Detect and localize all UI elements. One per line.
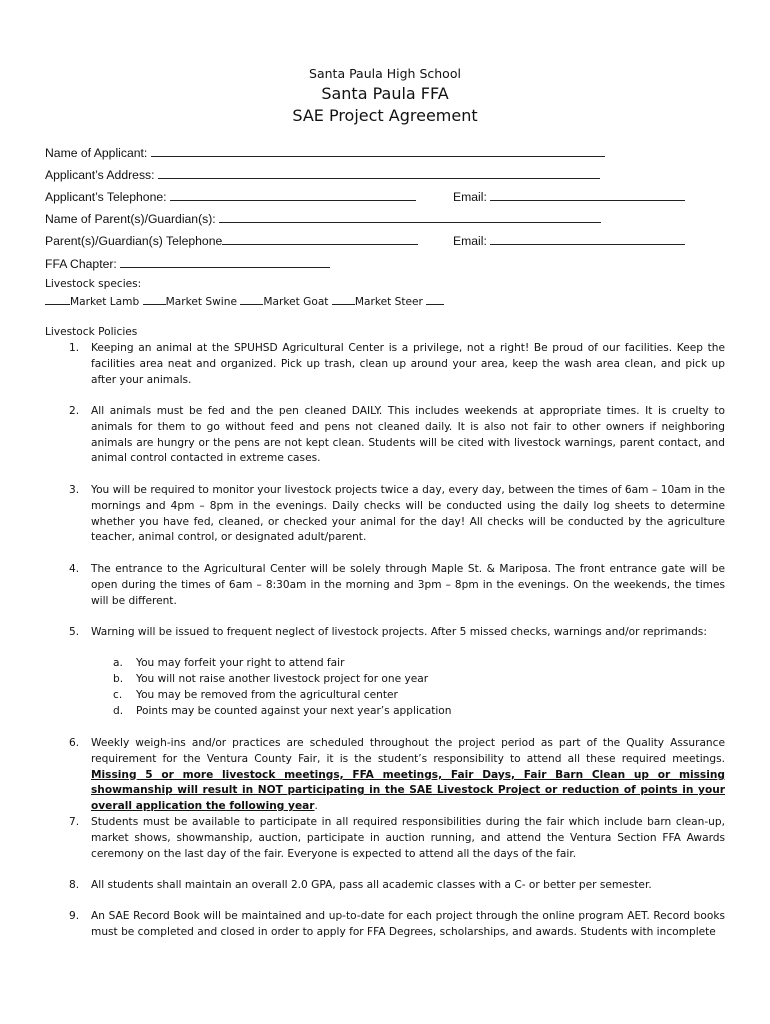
org-name: Santa Paula FFA — [321, 84, 449, 103]
email-label-1: Email: — [453, 190, 487, 204]
species-blank[interactable] — [332, 294, 355, 305]
sub-item — [113, 705, 452, 717]
policy-item — [45, 625, 725, 641]
policy-number: 9. — [69, 910, 80, 922]
parent-phone-label: Parent(s)/Guardian(s) Telephone — [45, 234, 223, 248]
applicant-address-label: Applicant’s Address: — [45, 168, 155, 182]
applicant-address-line[interactable] — [158, 166, 600, 179]
policy-text: Students must be available to participate in all required responsibilities during the fair which include barn clean-up, market shows, showmanship, auction, participate in auction running, and attend the Ventura Section FFA Awards ceremony on the last day of the fair. Everyone is expected to attend all the days of the fair. — [91, 816, 725, 860]
sub-text: You will not raise another livestock project for one year — [136, 673, 429, 685]
policy-item — [45, 562, 725, 609]
policy-item — [45, 736, 725, 815]
species-label: Livestock species: — [45, 278, 142, 290]
school-name: Santa Paula High School — [309, 66, 461, 81]
policy-number: 7. — [69, 816, 80, 828]
policy-text: All students shall maintain an overall 2.0 GPA, pass all academic classes with a C- or better per semester. — [91, 879, 652, 891]
applicant-name-label: Name of Applicant: — [45, 146, 148, 160]
applicant-address-field — [45, 166, 600, 182]
species-blank[interactable] — [143, 294, 166, 305]
policy-text: Keeping an animal at the SPUHSD Agricultural Center is a privilege, not a right! Be proud of our facilities. Keep the facilities area neat and organized. Pick up trash, clean up around your area, keep the wash area clean, and pick up after your animals. — [91, 342, 725, 386]
policy-item — [45, 404, 725, 467]
email-label-2: Email: — [453, 234, 487, 248]
sub-text: You may be removed from the agricultural center — [136, 689, 398, 701]
species-options — [45, 294, 444, 308]
ffa-chapter-label: FFA Chapter: — [45, 257, 117, 271]
policy-item — [45, 878, 725, 894]
page-title: SAE Project Agreement — [292, 106, 478, 125]
parent-name-label: Name of Parent(s)/Guardian(s): — [45, 212, 216, 226]
species-option: Market Steer — [354, 296, 423, 308]
applicant-name-line[interactable] — [151, 144, 605, 157]
policy-item — [45, 483, 725, 546]
email-field-1 — [453, 188, 685, 204]
sub-letter: d. — [113, 705, 124, 717]
sub-letter: c. — [113, 689, 123, 701]
species-blank[interactable] — [45, 294, 70, 305]
policy-number: 3. — [69, 484, 80, 496]
species-option: Market Swine — [165, 296, 237, 308]
policy-number: 4. — [69, 563, 80, 575]
species-option: Market Lamb — [70, 296, 140, 308]
applicant-phone-label: Applicant’s Telephone: — [45, 190, 167, 204]
policy-text — [91, 736, 725, 815]
policy-number: 5. — [69, 626, 80, 638]
parent-phone-line[interactable] — [222, 232, 418, 245]
ffa-chapter-field — [45, 255, 330, 271]
sub-item — [113, 657, 344, 669]
policy-item — [45, 341, 725, 388]
sub-item — [113, 673, 428, 685]
ffa-chapter-line[interactable] — [120, 255, 330, 268]
applicant-phone-field — [45, 188, 416, 204]
policy-number: 6. — [69, 737, 80, 749]
species-blank[interactable] — [240, 294, 263, 305]
email-field-2 — [453, 232, 685, 248]
policy-text: The entrance to the Agricultural Center will be solely through Maple St. & Mariposa. The front entrance gate will be open during the times of 6am – 8:30am in the morning and 3pm – 8pm in the evenings. On the weekends, the times will be different. — [91, 563, 725, 607]
policies-heading: Livestock Policies — [45, 326, 138, 338]
species-option: Market Goat — [263, 296, 329, 308]
parent-name-field — [45, 210, 601, 226]
applicant-phone-line[interactable] — [170, 188, 416, 201]
policy-item — [45, 909, 725, 941]
species-blank[interactable] — [426, 294, 444, 305]
sub-item — [113, 689, 398, 701]
policy-item — [45, 815, 725, 862]
sub-text: Points may be counted against your next year’s application — [136, 705, 452, 717]
applicant-name-field — [45, 144, 605, 160]
sub-letter: a. — [113, 657, 123, 669]
policy-text: All animals must be fed and the pen cleaned DAILY. This includes weekends at appropriate times. It is cruelty to animals for them to go without feed and pens not cleaned daily. It is also not fair to other owners if neighboring animals are hungry or the pens are not kept clean. Students will be cited with livestock warnings, parent contact, and animal control contacted in extreme cases. — [91, 405, 725, 465]
policy-text-plain: Weekly weigh-ins and/or practices are scheduled throughout the project period as part of the Quality Assurance requirement for the Ventura County Fair, it is the student’s responsibility to attend all these required meetings. — [91, 737, 725, 765]
parent-name-line[interactable] — [219, 210, 601, 223]
policy-warning-bold: Missing 5 or more livestock meetings, FFA meetings, Fair Days, Fair Barn Clean up or missing showmanship will result in NOT participating in the SAE Livestock Project or reduction of points in your overall application the following year — [91, 768, 725, 813]
email-line-2[interactable] — [490, 232, 685, 245]
parent-phone-field — [45, 232, 418, 248]
policy-number: 1. — [69, 342, 80, 354]
policy-number: 8. — [69, 879, 80, 891]
policy-number: 2. — [69, 405, 80, 417]
sub-text: You may forfeit your right to attend fair — [136, 657, 345, 669]
sub-letter: b. — [113, 673, 124, 685]
policy-text: An SAE Record Book will be maintained and up-to-date for each project through the online program AET. Record books must be completed and closed in order to apply for FFA Degrees, scholarships, and awards. Students with incomplete — [91, 910, 725, 938]
policy-text: You will be required to monitor your livestock projects twice a day, every day, between the times of 6am – 10am in the mornings and 4pm – 8pm in the evenings. Daily checks will be conducted using the daily log sheets to determine whether you have fed, cleaned, or checked your animal for the day! All checks will be conducted by the agriculture teacher, animal control, or designated adult/parent. — [91, 484, 725, 544]
policy-text-end: . — [314, 800, 318, 813]
email-line-1[interactable] — [490, 188, 685, 201]
policy-text: Warning will be issued to frequent neglect of livestock projects. After 5 missed checks, warnings and/or reprimands: — [91, 626, 707, 638]
